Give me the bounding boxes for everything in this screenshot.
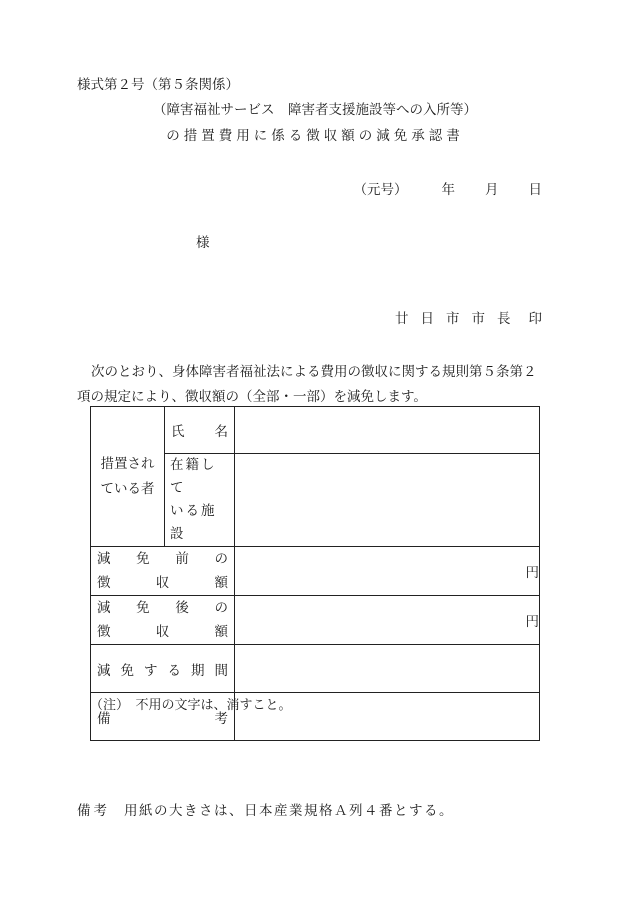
char: 額 (214, 575, 228, 591)
char: 減 (97, 662, 111, 679)
char: 収 (155, 624, 170, 640)
issuer (395, 307, 542, 327)
char: る (167, 662, 181, 679)
char: の (214, 600, 228, 616)
date-day: 日 (528, 182, 542, 198)
char: 後 (175, 600, 189, 616)
addressee-suffix: 様 (196, 235, 210, 251)
before-amount-label-cell (91, 547, 235, 596)
after-amount-label-cell (91, 596, 235, 645)
char: 間 (214, 662, 228, 679)
char: の (214, 551, 228, 567)
facility-label-2: いる施設 (170, 503, 217, 542)
remark-head: 備考 (77, 803, 110, 819)
period-label-cell (91, 645, 235, 693)
form-table (90, 406, 540, 741)
date-month: 月 (485, 182, 499, 198)
char: 徴 (97, 624, 111, 640)
subject-group-label-1: 措置され (100, 455, 155, 472)
char: 期 (191, 662, 205, 679)
body-text: 次のとおり、身体障害者福祉法による費用の徴収に関する規則第５条第２項の規定により、徴収額の（全部・一部）を減免します。 (77, 364, 537, 405)
notes-label-b: 考 (214, 710, 228, 727)
char: 免 (136, 600, 150, 616)
date-line (354, 178, 543, 198)
name-label-a: 氏 (171, 424, 185, 440)
seal-mark: 印 (528, 311, 542, 327)
remark (77, 799, 454, 819)
after-amount-label-1 (97, 596, 228, 620)
form-number: 様式第２号（第５条関係） (77, 77, 239, 93)
title-line-1: （障害福祉サービス 障害者支援施設等への入所等） (153, 102, 477, 118)
title-line-2: の措置費用に係る徴収額の減免承認書 (166, 128, 464, 144)
after-amount-field[interactable] (235, 596, 540, 645)
before-amount-label-1 (97, 547, 228, 571)
name-value-field[interactable] (235, 407, 540, 454)
char: 額 (214, 624, 228, 640)
after-amount-label-2 (97, 620, 228, 644)
name-label-b: 名 (214, 424, 228, 440)
date-year: 年 (441, 182, 455, 198)
char: 前 (175, 551, 189, 567)
char: 徴 (97, 575, 111, 591)
remark-text: 用紙の大きさは、日本産業規格Ａ列４番とする。 (124, 803, 454, 819)
char: 免 (120, 662, 134, 679)
subject-group-label (91, 407, 165, 547)
char: 収 (155, 575, 170, 591)
facility-value-field[interactable] (235, 454, 540, 547)
facility-label-1: 在籍して (170, 457, 217, 496)
footnote: （注） 不用の文字は、消すこと。 (90, 698, 292, 713)
date-era: （元号） (353, 182, 408, 198)
facility-label-cell (165, 454, 235, 547)
before-amount-label-2 (97, 571, 228, 595)
subject-group-label-2: ている者 (100, 480, 155, 497)
notes-label-a: 備 (97, 710, 111, 727)
yen-unit-after: 円 (525, 614, 539, 630)
yen-unit-before: 円 (525, 565, 539, 581)
char: す (144, 662, 158, 679)
char: 減 (97, 551, 111, 567)
name-label-cell (165, 407, 235, 454)
issuer-name: 廿日市市長 (395, 311, 523, 327)
period-value-field[interactable] (235, 645, 540, 693)
char: 免 (136, 551, 150, 567)
char: 減 (97, 600, 111, 616)
before-amount-field[interactable] (235, 547, 540, 596)
